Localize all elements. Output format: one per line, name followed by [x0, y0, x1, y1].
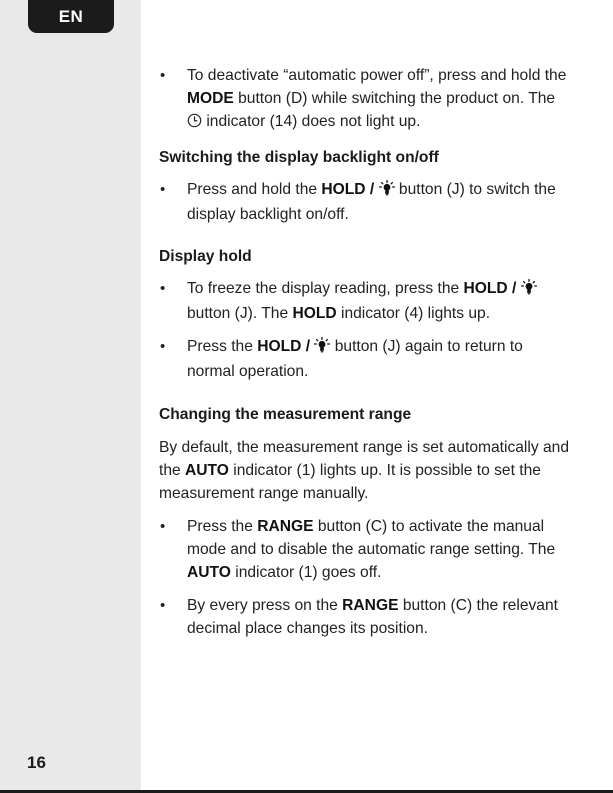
list-item [159, 277, 569, 325]
text: button (D) while switching the product on. The [233, 90, 556, 107]
text: To freeze the display reading, press the [187, 280, 464, 297]
text: indicator (4) lights up. [336, 305, 491, 322]
language-tab: EN [28, 0, 114, 33]
page-number: 16 [27, 753, 46, 772]
text: button (C) to activate the manual mode and to disable the automatic range setting. The [187, 518, 556, 558]
text: Press and hold the [187, 181, 322, 198]
clock-icon [187, 112, 202, 135]
list-item [159, 515, 569, 584]
display-hold-list [159, 277, 569, 383]
text: Press the [187, 338, 258, 355]
indicator-name-auto: AUTO [185, 462, 229, 479]
lightbulb-icon [314, 337, 330, 360]
text: button (J). The [187, 305, 293, 322]
button-name-hold: HOLD / [257, 338, 315, 355]
page-content [159, 64, 569, 640]
text: To deactivate “automatic power off”, press and hold the [187, 67, 567, 84]
text: Press the [187, 518, 258, 535]
list-item [159, 64, 569, 135]
text: indicator (1) lights up. It is possible to set the measurement range manually. [159, 462, 541, 502]
button-name-range: RANGE [342, 597, 399, 614]
power-off-list [159, 64, 569, 135]
list-item [159, 178, 569, 226]
text: indicator (14) does not light up. [202, 113, 421, 130]
heading-backlight: Switching the display backlight on/off [159, 149, 439, 166]
text: indicator (1) goes off. [230, 564, 382, 581]
text: button (J) again to return to normal operation. [187, 338, 523, 380]
heading-measurement-range: Changing the measurement range [159, 406, 412, 423]
text: By every press on the [187, 597, 343, 614]
indicator-name-hold: HOLD [292, 305, 337, 322]
list-item [159, 335, 569, 383]
text: button (C) the relevant decimal place changes its position. [187, 597, 558, 637]
lightbulb-icon [379, 180, 395, 203]
button-name-hold: HOLD / [321, 181, 379, 198]
heading-display-hold: Display hold [159, 248, 252, 265]
button-name-hold: HOLD / [463, 280, 521, 297]
list-item [159, 594, 569, 640]
button-name-range: RANGE [257, 518, 314, 535]
button-name-mode: MODE [187, 90, 234, 107]
backlight-list [159, 178, 569, 226]
sidebar [0, 0, 141, 793]
range-list [159, 515, 569, 640]
text: button (J) to switch the display backlight on/off. [187, 181, 556, 223]
indicator-name-auto: AUTO [187, 564, 231, 581]
range-intro-paragraph [159, 436, 569, 505]
lightbulb-icon [521, 279, 537, 302]
text: By default, the measurement range is set automatically and the [159, 439, 569, 479]
